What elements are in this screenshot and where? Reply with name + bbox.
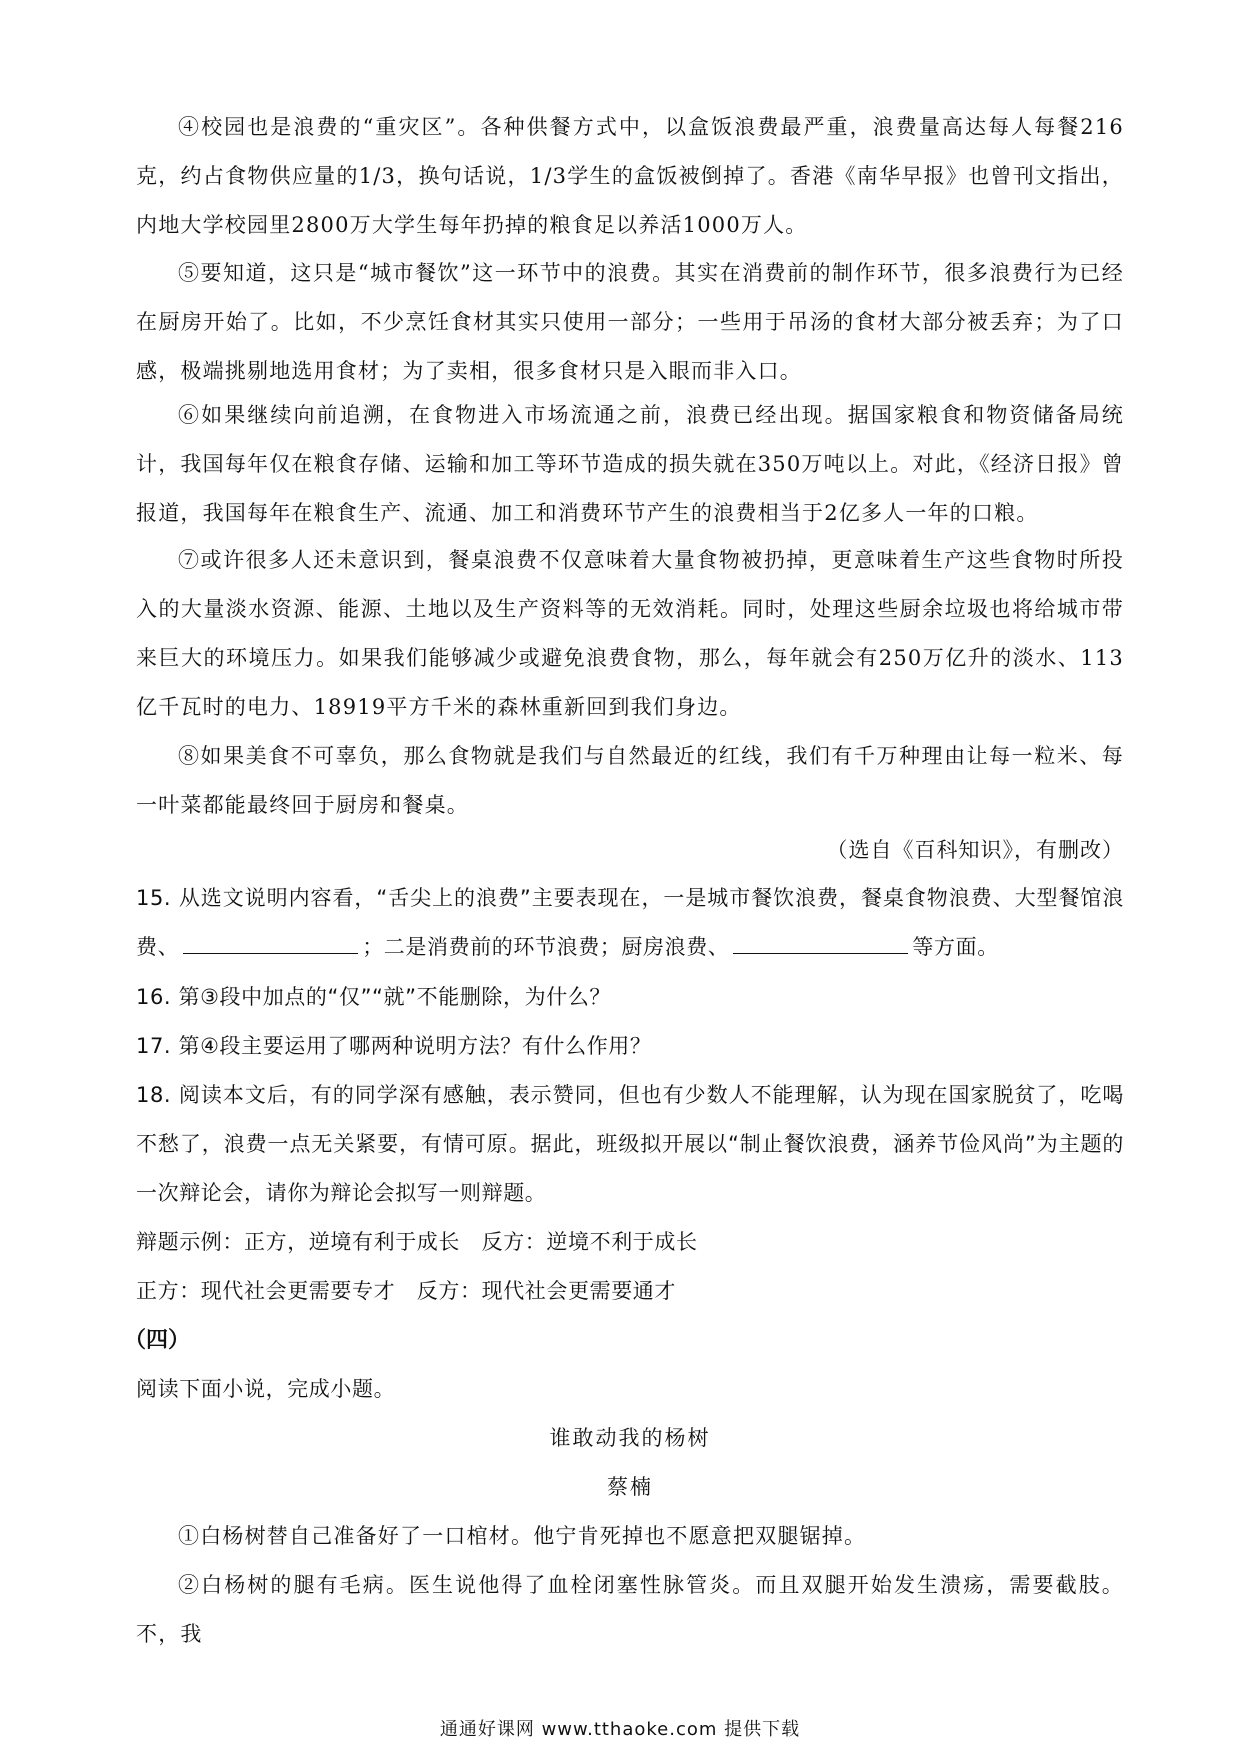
debate-example-1: 辩题示例：正方，逆境有利于成长 反方：逆境不利于成长 — [136, 1230, 698, 1254]
page-footer: 通通好课网 www.tthaoke.com 提供下载 — [439, 1719, 801, 1740]
question-18: 18. 阅读本文后，有的同学深有感触，表示赞同，但也有少数人不能理解，认为现在国家脱贫了，吃喝不愁了，浪费一点无关紧要，有情可原。据此，班级拟开展以“制止餐饮浪费，涵养节俭风尚”为主题的一次辩论会，请你为辩论会拟写一则辩题。 — [136, 1083, 1124, 1205]
debate-example-2: 正方：现代社会更需要专才 反方：现代社会更需要通才 — [136, 1279, 676, 1303]
paragraph-8: ⑧如果美食不可辜负，那么食物就是我们与自然最近的红线，我们有千万种理由让每一粒米、每一叶菜都能最终回于厨房和餐桌。 — [136, 744, 1124, 817]
story-paragraph-2: ②白杨树的腿有毛病。医生说他得了血栓闭塞性脉管炎。而且双腿开始发生溃疡，需要截肢。不，我 — [136, 1573, 1124, 1646]
paragraph-6: ⑥如果继续向前追溯，在食物进入市场流通之前，浪费已经出现。据国家粮食和物资储备局统计，我国每年仅在粮食存储、运输和加工等环节造成的损失就在350万吨以上。对此，《经济日报》曾报道，我国每年在粮食生产、流通、加工和消费环节产生的浪费相当于2亿多人一年的口粮。 — [136, 403, 1124, 525]
question-17: 17. 第④段主要运用了哪两种说明方法？有什么作用？ — [136, 1034, 652, 1058]
question-15-text-a: 15. 从选文说明内容看，“舌尖上的浪费”主要表现在，一是城市餐饮浪费，餐桌食物浪费、大型餐馆浪费、 — [136, 886, 1124, 959]
story-title: 谁敢动我的杨树 — [549, 1426, 711, 1450]
question-15 — [136, 874, 1124, 972]
section-instruction: 阅读下面小说，完成小题。 — [136, 1377, 396, 1401]
answer-blank-1[interactable] — [183, 931, 358, 954]
story-paragraph-1: ①白杨树替自己准备好了一口棺材。他宁肯死掉也不愿意把双腿锯掉。 — [178, 1524, 867, 1548]
question-15-text-b: ；二是消费前的环节浪费；厨房浪费、 — [362, 935, 730, 959]
paragraph-5: ⑤要知道，这只是“城市餐饮”这一环节中的浪费。其实在消费前的制作环节，很多浪费行为已经在厨房开始了。比如，不少烹饪食材其实只使用一部分；一些用于吊汤的食材大部分被丢弃；为了口感，极端挑剔地选用食材；为了卖相，很多食材只是入眼而非入口。 — [136, 261, 1124, 383]
source-citation: （选自《百科知识》，有删改） — [826, 838, 1124, 862]
question-15-text-c: 等方面。 — [912, 935, 999, 959]
paragraph-4: ④校园也是浪费的“重灾区”。各种供餐方式中，以盒饭浪费最严重，浪费量高达每人每餐216克，约占食物供应量的1/3，换句话说，1/3学生的盒饭被倒掉了。香港《南华早报》也曾刊文指出，内地大学校园里2800万大学生每年扔掉的粮食足以养活1000万人。 — [136, 115, 1124, 237]
section-heading: （四） — [124, 1328, 191, 1353]
paragraph-7: ⑦或许很多人还未意识到，餐桌浪费不仅意味着大量食物被扔掉，更意味着生产这些食物时所投入的大量淡水资源、能源、土地以及生产资料等的无效消耗。同时，处理这些厨余垃圾也将给城市带来巨大的环境压力。如果我们能够减少或避免浪费食物，那么，每年就会有250万亿升的淡水、113亿千瓦时的电力、18919平方千米的森林重新回到我们身边。 — [136, 548, 1124, 719]
question-16: 16. 第③段中加点的“仅”“就”不能删除，为什么？ — [136, 985, 612, 1009]
story-author: 蔡楠 — [607, 1475, 653, 1499]
answer-blank-2[interactable] — [733, 931, 908, 954]
